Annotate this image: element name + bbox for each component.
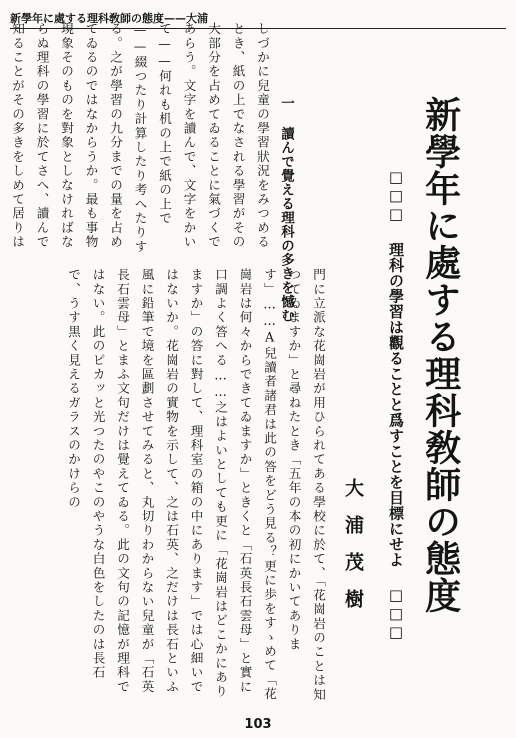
article-title: 新學年に處する理科敎師の態度: [419, 96, 462, 614]
page-number: 103: [244, 717, 272, 732]
body-text-lower: 門に立派な花崗岩が用ひられてある學校に於て、「花崗岩のことは知つてゐますか」と尋ねたとき「五年の本の初にかいてあります」……A兒讀者諸君は此の答をどう見る？更に歩をすゝめて「花崗岩は何々からできてゐますか」ときくと「石英長石雲母」と實に口調よく答へる……之はよいとしても更に「花崗岩はどこかにありますか」の答に對して、理科室の箱の中にあります」では心細いではないか。花崗岩の實物を示して、之は石英、之だけは長石といふ風に鉛筆で境を區劃させてみると、丸切りわからない兒童が「石英長石雲母」とまふ文句だけは覺えてゐる。此の文句の記憶が理科ではない。此のピカッと光つたのやこのやうな白色をしたのは長石で、うす黒く見えるガラスのかけらの: [66, 268, 326, 702]
body-text-upper: しづかに兒童の學習狀況をみつめるとき、紙の上でなされる學習がその大部分を占めてゐることに氣づくであらう。文字を讀んで、文字をかいて——何れも机の上で紙の上で——綴つたり計算したり考へたりする。之が學習の九分までの量を占めてゐるのではなからうか。最も事物現象そのものを對象としなければならぬ理科の學習に於てさへ、讀んで知ることがその多きをしめて居りは: [10, 22, 270, 254]
section-heading: 一 讀んで覺える理科の多きを憾む: [278, 96, 294, 323]
article-subtitle: □□□ 理科の學習は觀ることと爲すことを目標にせよ □□□: [387, 168, 405, 642]
author-name: 大浦茂樹: [342, 478, 364, 626]
running-head: 新學年に處する理科敎師の態度——大浦: [10, 12, 208, 25]
